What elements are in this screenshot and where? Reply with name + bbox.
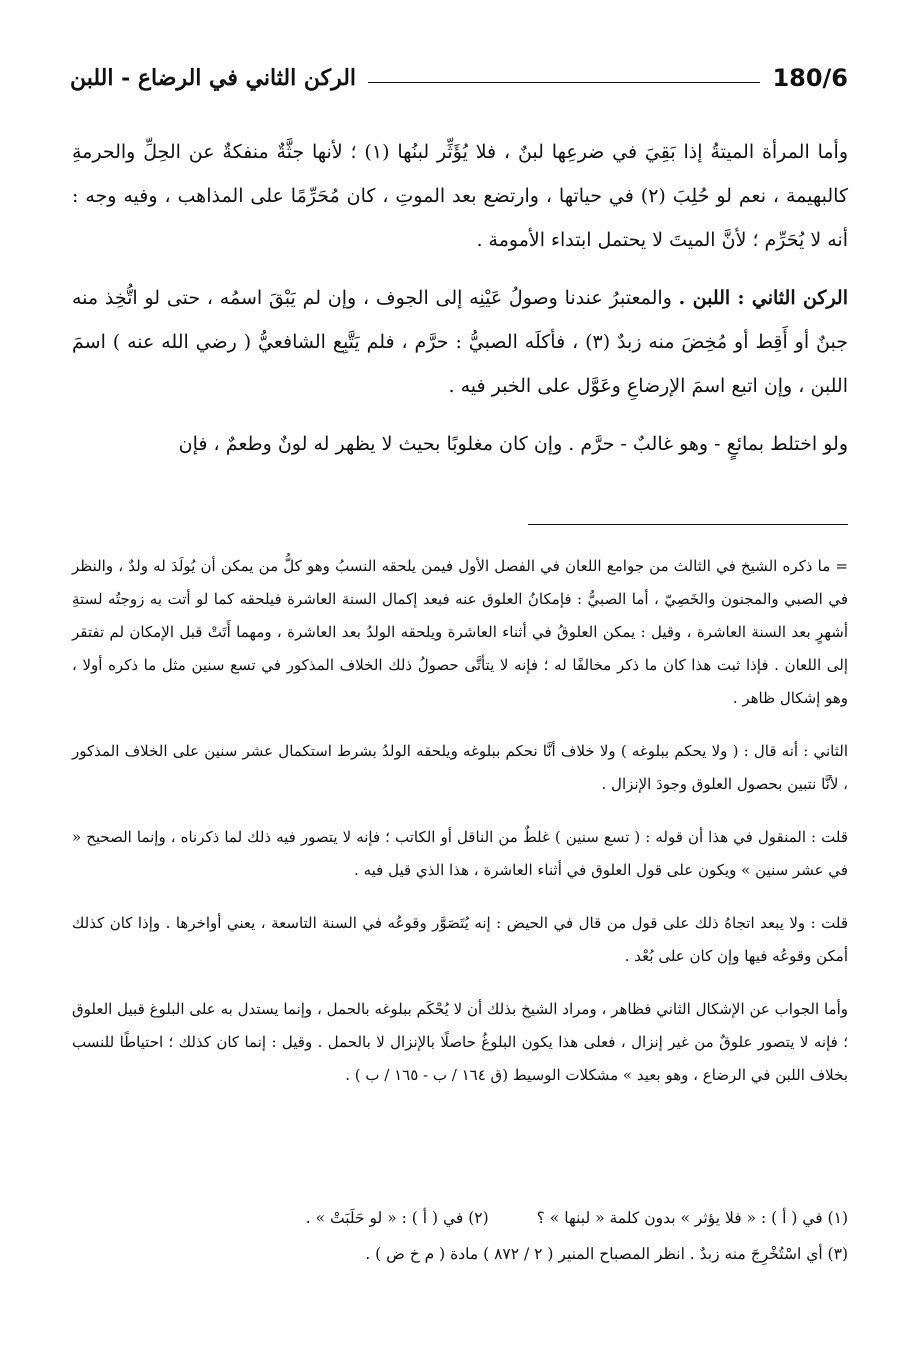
footnote-paragraph: = ما ذكره الشيخ في الثالث من جوامع اللعان في الفصل الأول فيمن يلحقه النسبُ وهو كلُّ من يمكن أن يُولَدَ له ولدٌ ، والنظر في الصبي والمجنون والخَصِيّ ، أما الصبيُّ : فإمكانُ العلوق عنه فبعد إكمال السنة العاشرة فيلحقه كما لو أتت به زوجتُه لستةِ أشهرٍ بعد السنة العاشرة ، وقيل : يمكن العلوقُ في أثناء العاشرة ويلحقه الولدُ بعد العاشرة ، ومهما أَتَتْ قبل الإمكان لم تفتقر إلى اللعان . فإذا ثبت هذا كان ما ذكر مخالفًا له ؛ فإنه لا يتأتَّى حصولُ ذلك الخلاف المذكور في تسع سنين مثل ما ذكره أولا ، وهو إشكال ظاهر . xyxy=(72,557,848,707)
footnote-references xyxy=(72,1200,848,1272)
page-number: 180/6 xyxy=(772,64,848,92)
footnote-row xyxy=(72,1236,848,1272)
footnote-1: (١) في ( أ ) : « فلا يؤثر » بدون كلمة « لبنها » ؟ xyxy=(536,1209,848,1227)
footnote-row xyxy=(72,1200,848,1236)
header-rule xyxy=(368,82,760,83)
footnote-3: (٣) أي اسْتُخْرِجَ منه زبدٌ . انظر المصباح المنير ( ٢ / ٨٧٢ ) مادة ( م خ ض ) . xyxy=(365,1245,848,1263)
main-text xyxy=(72,130,848,480)
footnote-paragraph: الثاني : أنه قال : ( ولا يحكم ببلوغه ) ولا خلاف أنَّا نحكم ببلوغه ويلحقه الولدُ بشرط استكمال عشر سنين على الخلاف المذكور ، لأنَّا نتبين بحصول العلوق وجودَ الإنزال . xyxy=(72,742,848,793)
main-paragraph xyxy=(72,276,848,408)
footnotes-continued xyxy=(72,550,848,1112)
running-header xyxy=(70,58,848,98)
footnote-paragraph: قلت : ولا يبعد اتجاهُ ذلك على قول من قال في الحيض : إنه يُتَصَوَّر وقوعُه في السنة التاسعة ، يعني أواخرها . وإذا كان كذلك أمكن وقوعُه فيها وإن كان على بُعْد . xyxy=(72,914,848,965)
footnote-paragraph: قلت : المنقول في هذا أن قوله : ( تسع سنين ) غلطٌ من الناقل أو الكاتب ؛ فإنه لا يتصور فيه ذلك لما ذكرناه ، وإنما الصحيح « في عشر سنين » ويكون على قول العلوق في أثناء العاشرة ، هذا الذي قيل فيه . xyxy=(72,828,848,879)
footnote-2: (٢) في ( أ ) : « لو حَلَبَتْ » . xyxy=(305,1209,489,1227)
running-title: الركن الثاني في الرضاع - اللبن xyxy=(70,65,357,91)
section-heading: الركن الثاني : اللبن . xyxy=(678,287,849,309)
main-paragraph: ولو اختلط بمائعٍ - وهو غالبٌ - حرَّم . وإن كان مغلوبًا بحيث لا يظهر له لونٌ وطعمٌ ، فإن xyxy=(178,433,848,455)
main-paragraph: وأما المرأة الميتةُ إذا بَقِيَ في ضرعِها لبنٌ ، فلا يُؤَثِّر لبنُها (١) ؛ لأنها جثَّةٌ منفكةٌ عن الحِلِّ والحرمةِ كالبهيمة ، نعم لو حُلِبَ (٢) في حياتها ، وارتضع بعد الموتِ ، كان مُحَرِّمًا على المذاهب ، وفيه وجه : أنه لا يُحَرِّم ؛ لأنَّ الميتَ لا يحتمل ابتداء الأمومة . xyxy=(72,141,848,251)
section-text: والمعتبرُ عندنا وصولُ عَيْنِه إلى الجوف ، وإن لم يَبْقَ اسمُه ، حتى لو اتُّخِذ منه جبنٌ أو أَقِط أو مُخِضَ منه زبدٌ (٣) ، فأكلَه الصبيُّ : حرَّم ، فلم يَتَّبِع الشافعيُّ ( رضي الله عنه ) اسمَ اللبن ، وإن اتبع اسمَ الإرضاعِ وعَوَّل على الخبر فيه . xyxy=(72,287,848,397)
footnote-paragraph: وأما الجواب عن الإشكال الثاني فظاهر ، ومراد الشيخ بذلك أن لا يُحْكَم ببلوغه بالحمل ، وإنما يستدل به على البلوغ قبيل العلوق ؛ فإنه لا يتصور علوقٌ من غير إنزال ، فعلى هذا يكون البلوغُ حاصلًا بالإنزال لا بالحمل . وقيل : إنما كان كذلك ؛ احتياطًا للنسب بخلاف اللبن في الرضاع ، وهو بعيد » مشكلات الوسيط (ق ١٦٤ / ب - ١٦٥ / ب ) . xyxy=(72,1000,848,1084)
footnote-divider xyxy=(528,524,848,525)
